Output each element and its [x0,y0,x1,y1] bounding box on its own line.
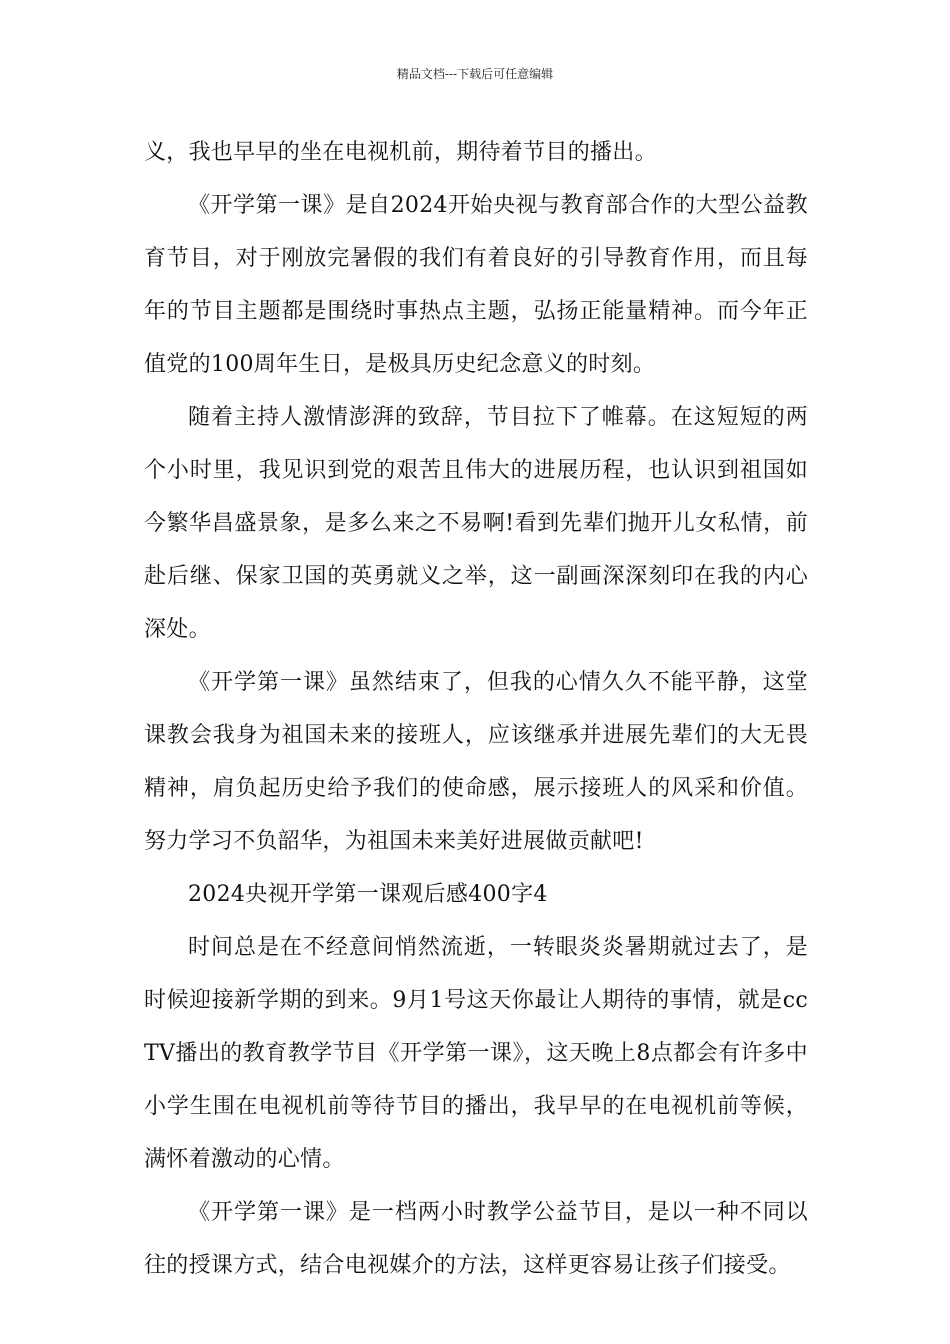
paragraph-3: 随着主持人激情澎湃的致辞，节目拉下了帷幕。在这短短的两个小时里，我见识到党的艰苦且伟大的进展历程，也认识到祖国如今繁华昌盛景象，是多么来之不易啊!看到先辈们抛开儿女私情，前赴后继、保家卫国的英勇就义之举，这一副画深深刻印在我的内心深处。 [144,405,808,642]
paragraph-6: 《开学第一课》是一档两小时教学公益节目，是以一种不同以往的授课方式，结合电视媒介的方法，这样更容易让孩子们接受。 [144,1200,808,1278]
paragraph-4: 《开学第一课》虽然结束了，但我的心情久久不能平静，这堂课教会我身为祖国未来的接班人，应该继承并进展先辈们的大无畏精神，肩负起历史给予我们的使命感，展示接班人的风采和价值。努力学习不负韶华，为祖国未来美好进展做贡献吧! [144,670,808,854]
paragraph-2: 《开学第一课》是自2024开始央视与教育部合作的大型公益教育节目，对于刚放完暑假的我们有着良好的引导教育作用，而且每年的节目主题都是围绕时事热点主题，弘扬正能量精神。而今年正值党的100周年生日，是极具历史纪念意义的时刻。 [144,193,808,377]
document-body [144,126,808,1292]
paragraph-5: 时间总是在不经意间悄然流逝，一转眼炎炎暑期就过去了，是时候迎接新学期的到来。9月1号这天你最让人期待的事情，就是ccTV播出的教育教学节目《开学第一课》，这天晚上8点都会有许多中小学生围在电视机前等待节目的播出，我早早的在电视机前等候，满怀着激动的心情。 [144,935,808,1172]
page-header: 精品文档---下载后可任意编辑 [396,67,554,81]
section-heading: 2024央视开学第一课观后感400字4 [188,882,548,907]
paragraph-1: 义，我也早早的坐在电视机前，期待着节目的播出。 [144,140,657,165]
